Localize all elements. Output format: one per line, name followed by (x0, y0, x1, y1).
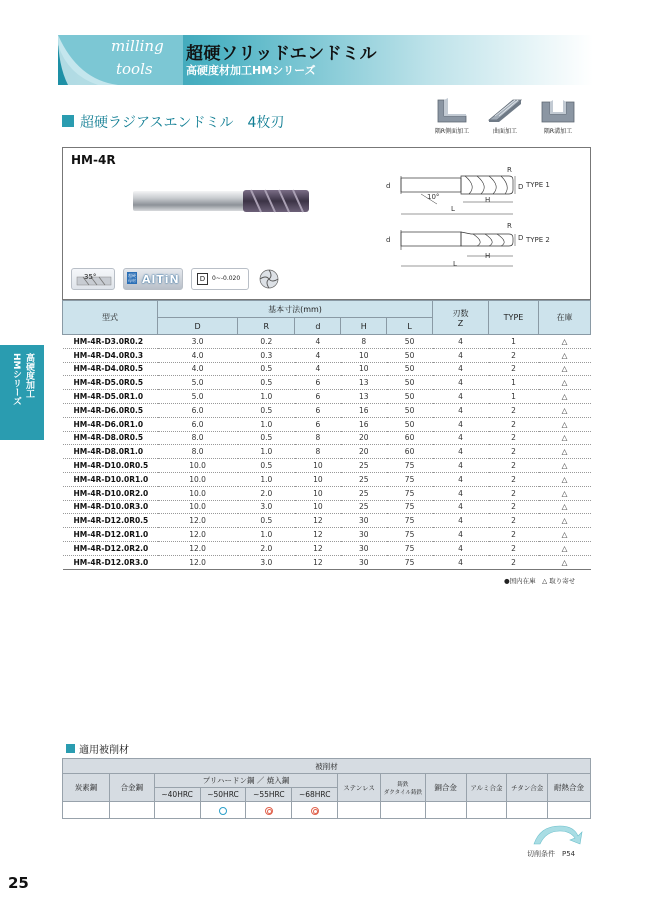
type2-H-label: H (485, 252, 491, 260)
four-flute-section-icon (257, 268, 281, 290)
cell-d: 10 (295, 472, 341, 486)
header-H: H (341, 318, 387, 335)
process-surface (480, 98, 530, 135)
cell-d: 12 (295, 514, 341, 528)
type2-D-label: D (518, 234, 524, 242)
table-row (63, 445, 591, 459)
cell-d: 5.0 (158, 376, 238, 390)
materials-square-icon (66, 744, 75, 753)
cell-z: 4 (433, 459, 489, 473)
cell-r: 0.2 (238, 335, 295, 349)
cell-type: 2 (489, 431, 539, 445)
cell-model: HM-4R-D3.0R0.2 (63, 335, 158, 349)
cell-stock: △ (539, 486, 591, 500)
process-label: 曲面加工 (492, 128, 517, 135)
cell-d: 12.0 (158, 541, 238, 555)
cell-z: 4 (433, 431, 489, 445)
cell-h: 25 (341, 486, 387, 500)
mark-hrc68 (292, 802, 338, 819)
cell-model: HM-4R-D12.0R2.0 (63, 541, 158, 555)
table-row (63, 459, 591, 473)
cell-d: 4 (295, 362, 341, 376)
header-type: TYPE (489, 301, 539, 335)
mark-stainless (338, 802, 381, 819)
cell-model: HM-4R-D10.0R2.0 (63, 486, 158, 500)
table-row (63, 500, 591, 514)
cell-r: 1.0 (238, 472, 295, 486)
section-square-icon (62, 115, 74, 127)
cell-l: 75 (387, 486, 433, 500)
cell-model: HM-4R-D8.0R0.5 (63, 431, 158, 445)
helix-badge (71, 268, 115, 290)
side-tab (0, 345, 44, 440)
type1-R-label: R (507, 166, 512, 174)
header-basic-dims: 基本寸法(mm) (158, 301, 433, 318)
cell-d: 10.0 (158, 459, 238, 473)
type2-drawing (381, 224, 524, 272)
cell-d: 10 (295, 500, 341, 514)
header-L: L (387, 318, 433, 335)
cell-h: 16 (341, 417, 387, 431)
table-row (63, 335, 591, 349)
cell-type: 2 (489, 528, 539, 542)
tool-photo (133, 188, 313, 214)
cell-d: 8.0 (158, 431, 238, 445)
cell-z: 4 (433, 390, 489, 404)
cell-r: 1.0 (238, 390, 295, 404)
mark-hrc50 (200, 802, 246, 819)
mark-titanium (507, 802, 548, 819)
cell-d: 6.0 (158, 403, 238, 417)
cell-stock: △ (539, 403, 591, 417)
process-side-milling (427, 98, 477, 135)
cell-stock: △ (539, 541, 591, 555)
cell-d: 12.0 (158, 555, 238, 569)
header-R: R (238, 318, 295, 335)
tolerance-badge (191, 268, 249, 290)
cell-l: 75 (387, 459, 433, 473)
table-row (63, 348, 591, 362)
cell-h: 25 (341, 500, 387, 514)
section-title: 超硬ラジアスエンドミル 4枚刃 (80, 115, 285, 131)
banner-subtitle: 高硬度材加工HMシリーズ (186, 64, 316, 77)
cell-l: 50 (387, 390, 433, 404)
cell-r: 1.0 (238, 417, 295, 431)
mark-heatres (548, 802, 591, 819)
mark-carbon (63, 802, 110, 819)
header-stock: 在庫 (539, 301, 591, 335)
cell-h: 16 (341, 403, 387, 417)
cell-model: HM-4R-D4.0R0.5 (63, 362, 158, 376)
tolerance-D-symbol: D (197, 273, 208, 285)
cell-d: 10.0 (158, 472, 238, 486)
cell-z: 4 (433, 445, 489, 459)
cell-r: 2.0 (238, 541, 295, 555)
banner-title: 超硬ソリッドエンドミル (186, 44, 378, 64)
mat-heatres: 耐熱合金 (548, 774, 591, 802)
cell-model: HM-4R-D10.0R3.0 (63, 500, 158, 514)
cell-type: 2 (489, 348, 539, 362)
cell-l: 50 (387, 335, 433, 349)
type1-d-label: d (386, 182, 391, 190)
cell-type: 1 (489, 335, 539, 349)
mark-copper (425, 802, 466, 819)
materials-title: 適用被削材 (79, 745, 129, 756)
surface-milling-icon (487, 98, 523, 124)
spec-table (62, 300, 591, 570)
mat-hrc68: ~68HRC (292, 788, 338, 802)
table-row (63, 390, 591, 404)
cell-l: 75 (387, 555, 433, 569)
side-milling-icon (434, 98, 470, 124)
table-row (63, 472, 591, 486)
cell-l: 50 (387, 403, 433, 417)
mat-alloy: 合金鋼 (109, 774, 154, 802)
cell-l: 50 (387, 417, 433, 431)
cell-stock: △ (539, 472, 591, 486)
type1-D-label: D (518, 183, 524, 191)
materials-marks-row (63, 802, 591, 819)
cell-d: 5.0 (158, 390, 238, 404)
tolerance-value: 0~-0.020 (212, 275, 241, 282)
cell-stock: △ (539, 376, 591, 390)
cell-model: HM-4R-D12.0R0.5 (63, 514, 158, 528)
cell-d: 3.0 (158, 335, 238, 349)
cell-type: 2 (489, 541, 539, 555)
cell-model: HM-4R-D4.0R0.3 (63, 348, 158, 362)
cell-h: 10 (341, 362, 387, 376)
cell-type: 2 (489, 445, 539, 459)
cell-d: 6 (295, 403, 341, 417)
helix-angle-value: 35° (84, 273, 97, 281)
cell-type: 2 (489, 403, 539, 417)
cell-d: 4.0 (158, 362, 238, 376)
cell-z: 4 (433, 348, 489, 362)
cell-l: 60 (387, 445, 433, 459)
cell-l: 75 (387, 541, 433, 555)
cell-d: 4 (295, 348, 341, 362)
cell-h: 25 (341, 459, 387, 473)
header-flutes (433, 301, 489, 335)
type1-drawing (381, 164, 524, 224)
table-row (63, 555, 591, 569)
cell-type: 2 (489, 555, 539, 569)
optimal-double-circle-icon (265, 807, 273, 815)
table-row (63, 403, 591, 417)
mat-castiron-label: 鋳鉄 (397, 781, 409, 788)
cell-h: 30 (341, 528, 387, 542)
cell-type: 1 (489, 376, 539, 390)
cell-type: 2 (489, 500, 539, 514)
cell-stock: △ (539, 417, 591, 431)
mark-alloy (109, 802, 154, 819)
cell-model: HM-4R-D6.0R1.0 (63, 417, 158, 431)
cell-model: HM-4R-D12.0R1.0 (63, 528, 158, 542)
mark-aluminum (466, 802, 507, 819)
cell-stock: △ (539, 431, 591, 445)
cell-d: 8 (295, 445, 341, 459)
mat-ductile-label: ダクタイル鋳鉄 (383, 789, 423, 796)
cell-h: 30 (341, 555, 387, 569)
cell-z: 4 (433, 335, 489, 349)
cell-d: 12.0 (158, 528, 238, 542)
cell-h: 13 (341, 390, 387, 404)
cell-l: 75 (387, 514, 433, 528)
cell-l: 75 (387, 472, 433, 486)
mat-copper: 銅合金 (425, 774, 466, 802)
header-banner (58, 35, 593, 85)
stock-legend: ●国内在庫 △ 取り寄せ (504, 577, 576, 585)
cell-z: 4 (433, 403, 489, 417)
cell-stock: △ (539, 459, 591, 473)
type2-label: TYPE 2 (526, 236, 550, 244)
cell-z: 4 (433, 376, 489, 390)
header-d: d (295, 318, 341, 335)
cell-r: 0.5 (238, 376, 295, 390)
type2-L-label: L (453, 260, 457, 268)
cell-type: 1 (489, 390, 539, 404)
cell-d: 12.0 (158, 514, 238, 528)
cell-model: HM-4R-D5.0R0.5 (63, 376, 158, 390)
header-D: D (158, 318, 238, 335)
cell-h: 8 (341, 335, 387, 349)
cell-r: 0.3 (238, 348, 295, 362)
cell-l: 75 (387, 528, 433, 542)
banner-word-tools: tools (116, 60, 153, 78)
cell-r: 0.5 (238, 459, 295, 473)
type1-label: TYPE 1 (526, 181, 550, 189)
product-box (62, 147, 591, 300)
materials-header: 被削材 (63, 759, 591, 774)
product-name: HM-4R (71, 153, 116, 167)
cell-d: 12 (295, 541, 341, 555)
cell-type: 2 (489, 472, 539, 486)
table-row (63, 362, 591, 376)
cell-stock: △ (539, 445, 591, 459)
cutting-conditions-arrow-icon (530, 822, 586, 848)
cell-type: 2 (489, 514, 539, 528)
cell-d: 12 (295, 528, 341, 542)
table-row (63, 486, 591, 500)
mat-hrc50: ~50HRC (200, 788, 246, 802)
cell-stock: △ (539, 348, 591, 362)
cell-r: 0.5 (238, 362, 295, 376)
cell-d: 8 (295, 431, 341, 445)
type2-R-label: R (507, 222, 512, 230)
header-flutes-label: 刃数 (452, 308, 469, 318)
cell-h: 20 (341, 431, 387, 445)
cell-r: 2.0 (238, 486, 295, 500)
side-tab-line2: HMシリーズ (11, 353, 21, 406)
cell-z: 4 (433, 555, 489, 569)
cell-h: 13 (341, 376, 387, 390)
mark-hrc55 (246, 802, 292, 819)
cell-stock: △ (539, 528, 591, 542)
cell-d: 10.0 (158, 500, 238, 514)
cell-d: 8.0 (158, 445, 238, 459)
header-flutes-sub: Z (457, 318, 464, 328)
cell-z: 4 (433, 417, 489, 431)
cell-d: 4.0 (158, 348, 238, 362)
cell-z: 4 (433, 472, 489, 486)
cell-z: 4 (433, 362, 489, 376)
type2-d-label: d (386, 236, 391, 244)
banner-word-milling: milling (111, 37, 164, 55)
mat-titanium: チタン合金 (507, 774, 548, 802)
table-row (63, 514, 591, 528)
header-model: 型式 (63, 301, 158, 335)
cell-stock: △ (539, 500, 591, 514)
cell-h: 10 (341, 348, 387, 362)
cell-model: HM-4R-D5.0R1.0 (63, 390, 158, 404)
cell-z: 4 (433, 486, 489, 500)
type1-L-label: L (451, 205, 455, 213)
cell-h: 30 (341, 541, 387, 555)
mat-prehard: プリハードン鋼 ／ 焼入鋼 (154, 774, 337, 788)
side-tab-line1: 高硬度加工 (24, 353, 34, 398)
coating-badge (123, 268, 183, 290)
cell-type: 2 (489, 417, 539, 431)
cell-d: 4 (295, 335, 341, 349)
cell-model: HM-4R-D10.0R1.0 (63, 472, 158, 486)
cell-model: HM-4R-D10.0R0.5 (63, 459, 158, 473)
cell-stock: △ (539, 555, 591, 569)
cell-r: 1.0 (238, 445, 295, 459)
cell-type: 2 (489, 486, 539, 500)
process-label: 隅R側面加工 (434, 128, 470, 135)
cell-d: 10 (295, 486, 341, 500)
cell-model: HM-4R-D12.0R3.0 (63, 555, 158, 569)
mat-aluminum: アルミ合金 (466, 774, 507, 802)
cell-l: 50 (387, 362, 433, 376)
mat-castiron (380, 774, 425, 802)
spec-table-body (63, 335, 591, 570)
cell-z: 4 (433, 500, 489, 514)
cell-r: 0.5 (238, 403, 295, 417)
cell-model: HM-4R-D6.0R0.5 (63, 403, 158, 417)
cell-d: 12 (295, 555, 341, 569)
cell-z: 4 (433, 514, 489, 528)
cell-type: 2 (489, 459, 539, 473)
mat-carbon: 炭素鋼 (63, 774, 110, 802)
cell-l: 50 (387, 376, 433, 390)
mat-stainless: ステンレス (338, 774, 381, 802)
cell-r: 3.0 (238, 500, 295, 514)
cell-d: 6 (295, 376, 341, 390)
cell-stock: △ (539, 335, 591, 349)
cell-r: 0.5 (238, 431, 295, 445)
mark-castiron (380, 802, 425, 819)
optimal-double-circle-icon (311, 807, 319, 815)
suitable-circle-icon (219, 807, 227, 815)
materials-table (62, 758, 591, 819)
cell-h: 25 (341, 472, 387, 486)
table-row (63, 528, 591, 542)
mat-hrc55: ~55HRC (246, 788, 292, 802)
cell-model: HM-4R-D8.0R1.0 (63, 445, 158, 459)
cell-stock: △ (539, 390, 591, 404)
cell-r: 1.0 (238, 528, 295, 542)
coating-text: AlTiN (142, 273, 180, 286)
cell-stock: △ (539, 514, 591, 528)
page-number: 25 (8, 874, 29, 892)
type1-angle-label: 10° (427, 193, 440, 201)
cell-h: 30 (341, 514, 387, 528)
process-groove (533, 98, 583, 135)
cell-d: 10 (295, 459, 341, 473)
table-row (63, 541, 591, 555)
table-row (63, 376, 591, 390)
cell-stock: △ (539, 362, 591, 376)
cell-d: 6 (295, 417, 341, 431)
table-row (63, 417, 591, 431)
groove-milling-icon (540, 98, 576, 124)
mat-hrc40: ~40HRC (154, 788, 200, 802)
cell-r: 0.5 (238, 514, 295, 528)
cell-l: 50 (387, 348, 433, 362)
cell-z: 4 (433, 541, 489, 555)
cell-l: 60 (387, 431, 433, 445)
table-row (63, 431, 591, 445)
mark-hrc40 (154, 802, 200, 819)
type1-H-label: H (485, 196, 491, 204)
process-label: 隅R溝加工 (543, 128, 573, 135)
cell-h: 20 (341, 445, 387, 459)
cell-type: 2 (489, 362, 539, 376)
coating-tag: 超硬母材 (128, 273, 136, 283)
cell-l: 75 (387, 500, 433, 514)
cell-z: 4 (433, 528, 489, 542)
cell-r: 3.0 (238, 555, 295, 569)
cell-d: 6 (295, 390, 341, 404)
cell-d: 10.0 (158, 486, 238, 500)
flute-section-badge (257, 268, 281, 290)
cell-d: 6.0 (158, 417, 238, 431)
cutting-conditions-link[interactable]: 切削条件 P54 (527, 850, 576, 858)
